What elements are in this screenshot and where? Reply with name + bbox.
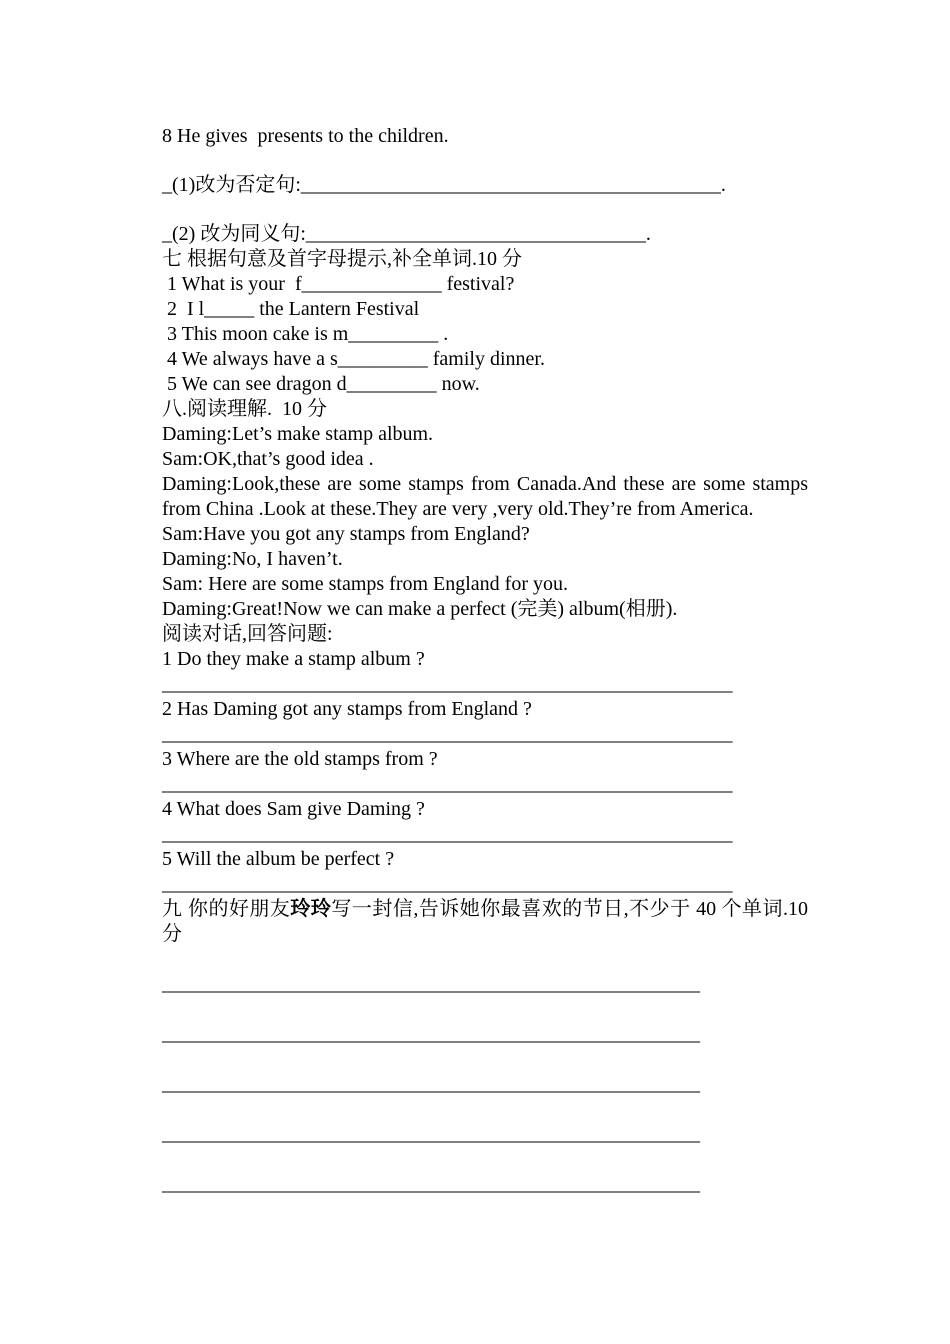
reading-question: 1 Do they make a stamp album ? [162,648,425,670]
section-7-item: 2 I l_____ the Lantern Festival [162,298,420,320]
section-9-title [162,897,808,947]
answer-line[interactable]: ____________________________________________________________ [162,773,732,795]
answer-line[interactable]: ____________________________________________________________ [162,873,732,895]
dialogue-line: Sam: Here are some stamps from England for you. [162,573,569,595]
section-8-title: 八.阅读理解. 10 分 [162,398,327,420]
writing-line[interactable]: ____________________________________________________________ [162,1073,700,1095]
reading-question: 4 What does Sam give Daming ? [162,798,425,820]
section-9-title-start: 九 你的好朋友 [162,898,291,920]
writing-line[interactable]: ____________________________________________________________ [162,1123,700,1145]
reading-question: 5 Will the album be perfect ? [162,848,395,870]
reading-instruction: 阅读对话,回答问题: [162,623,333,645]
reading-question: 2 Has Daming got any stamps from England ? [162,698,532,720]
answer-line[interactable]: ____________________________________________________________ [162,673,732,695]
dialogue-line: Daming:No, I haven’t. [162,548,343,570]
dialogue-line: Daming:Look,these are some stamps from Canada.And these are some stamps from China .Look at these.They are very ,very old.They’re from America. [162,473,808,520]
section-9-title-end: 写一封信,告诉她你最喜欢的节日,不少于 40 个单词.10 分 [162,898,809,945]
friend-name: 玲玲 [290,898,332,920]
section-7-item: 5 We can see dragon d_________ now. [162,373,480,395]
question-8-negative: _(1)改为否定句:__________________________________________. [162,174,726,196]
writing-line[interactable]: ____________________________________________________________ [162,1173,700,1195]
writing-line[interactable]: ____________________________________________________________ [162,973,700,995]
dialogue-line: Sam:Have you got any stamps from England? [162,523,530,545]
dialogue-line: Daming:Let’s make stamp album. [162,423,434,445]
section-7-item: 3 This moon cake is m_________ . [162,323,449,345]
writing-line[interactable]: ____________________________________________________________ [162,1023,700,1045]
worksheet-page [162,124,808,1197]
dialogue-line: Sam:OK,that’s good idea . [162,448,374,470]
question-8-synonym: _(2) 改为同义句:__________________________________. [162,223,651,245]
dialogue-line: Daming:Great!Now we can make a perfect (完美) album(相册). [162,598,678,620]
section-7-item: 1 What is your f______________ festival? [162,273,515,295]
answer-line[interactable]: ____________________________________________________________ [162,823,732,845]
answer-line[interactable]: ____________________________________________________________ [162,723,732,745]
section-7-title: 七 根据句意及首字母提示,补全单词.10 分 [162,248,522,270]
question-8: 8 He gives presents to the children. [162,125,449,147]
writing-area [162,972,808,1197]
section-7-item: 4 We always have a s_________ family dinner. [162,348,545,370]
reading-question: 3 Where are the old stamps from ? [162,748,438,770]
